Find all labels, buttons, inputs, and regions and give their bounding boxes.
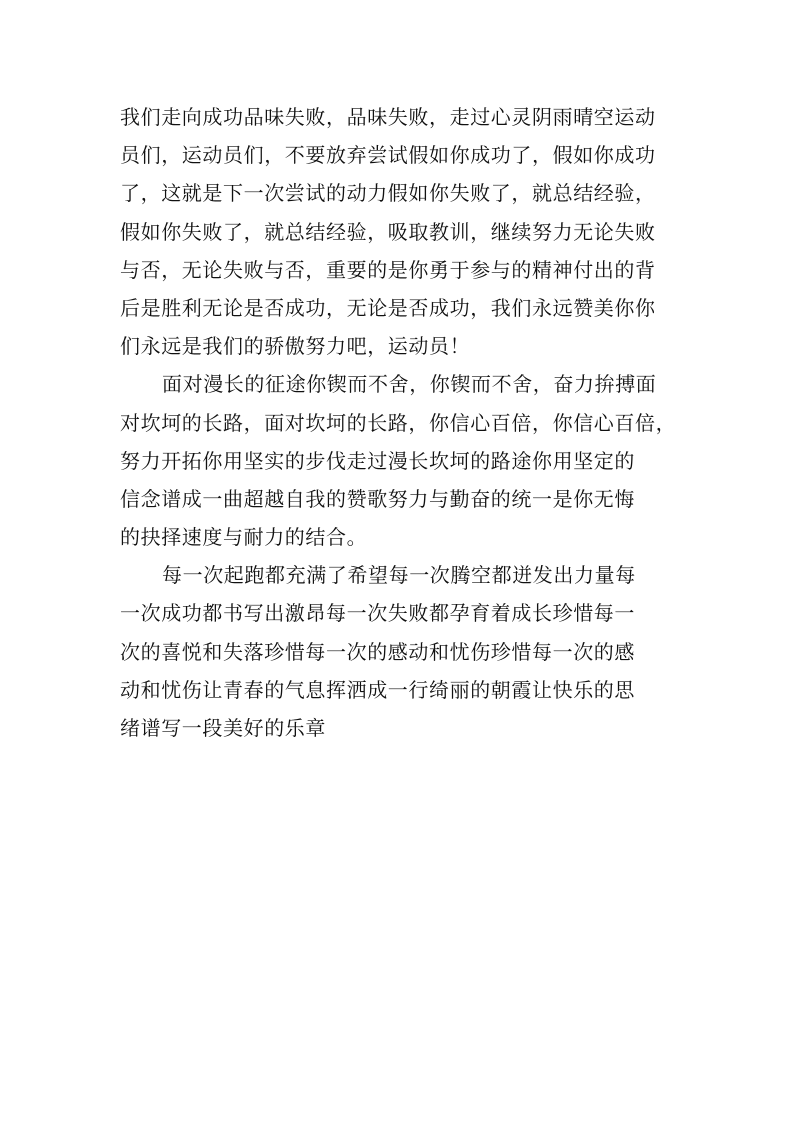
- paragraph-line: 们永远是我们的骄傲努力吧，运动员！: [120, 334, 471, 359]
- paragraph-line: 我们走向成功品味失败，品味失败，走过心灵阴雨晴空运动: [120, 105, 656, 129]
- document-body: [120, 98, 680, 747]
- paragraph-line: 的抉择速度与耐力的结合。: [120, 525, 368, 550]
- paragraph-line: 每一次起跑都充满了希望每一次腾空都迸发出力量每: [162, 563, 636, 588]
- paragraph-line: 次的喜悦和失落珍惜每一次的感动和忧伤珍惜每一次的感: [120, 639, 635, 664]
- paragraph-line: 一次成功都书写出激昂每一次失败都孕育着成长珍惜每一: [120, 601, 635, 626]
- paragraph-line: 员们，运动员们，不要放弃尝试假如你成功了，假如你成功: [120, 143, 656, 168]
- paragraph-line: 了，这就是下一次尝试的动力假如你失败了，就总结经验，: [120, 181, 656, 206]
- paragraph-1: [120, 98, 680, 365]
- paragraph-line: 绪谱写一段美好的乐章: [120, 716, 326, 740]
- paragraph-line: 假如你失败了，就总结经验，吸取教训，继续努力无论失败: [120, 219, 656, 244]
- paragraph-line: 努力开拓你用坚实的步伐走过漫长坎坷的路途你用坚定的: [120, 448, 635, 473]
- paragraph-line: 动和忧伤让青春的气息挥洒成一行绮丽的朝霞让快乐的思: [120, 677, 635, 702]
- paragraph-line: 信念谱成一曲超越自我的赞歌努力与勤奋的统一是你无悔: [120, 486, 635, 511]
- paragraph-line: 后是胜利无论是否成功，无论是否成功，我们永远赞美你你: [120, 295, 656, 320]
- paragraph-line: 与否，无论失败与否，重要的是你勇于参与的精神付出的背: [120, 257, 656, 282]
- paragraph-2: [120, 365, 680, 556]
- paragraph-line: 面对漫长的征途你锲而不舍，你锲而不舍，奋力拚搏面: [162, 372, 657, 397]
- paragraph-3: [120, 556, 680, 747]
- paragraph-line: 对坎坷的长路，面对坎坷的长路，你信心百倍，你信心百倍，: [120, 410, 677, 435]
